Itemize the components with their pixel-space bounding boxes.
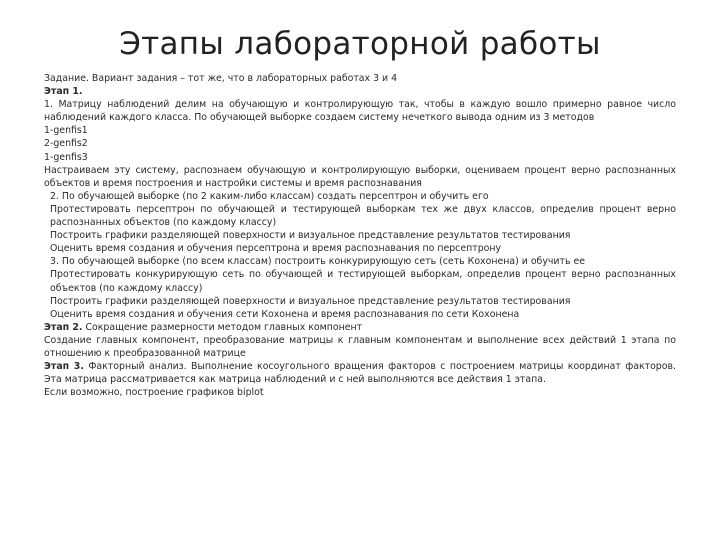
genfis2-option: 2-genfis2 [44, 138, 88, 150]
stage1-heading: Этап 1. [44, 86, 83, 98]
stage3-heading: Этап 3. [44, 361, 84, 373]
biplot-text: Если возможно, построение графиков biplot [44, 387, 264, 399]
eval-perceptron-text: Оценить время создания и обучения персептрона и время распознавания по персептрону [50, 243, 502, 255]
stage3-text: Факторный анализ. Выполнение косоугольного вращения факторов с построением матрицы координат факторов. Эта матрица рассматривается как матрица наблюдений и с ней выполняются все действия 1 этапа. [44, 361, 677, 386]
plot-perceptron-text: Построить графики разделяющей поверхности и визуальное представление результатов тестирования [50, 230, 571, 242]
test-perceptron-text: Протестировать персептрон по обучающей и тестирующей выборкам тех же двух классов, определив процент верно распознанных объектов (по каждому классу) [50, 203, 676, 229]
stage3-line [44, 360, 676, 386]
stage1-item1: 1. Матрицу наблюдений делим на обучающую и контролирующую так, чтобы в каждую вошло примерно равное число наблюдений каждого класса. По обучающей выборке создаем систему нечеткого вывода одним из 3 методов [44, 99, 676, 124]
genfis3-option: 1-genfis3 [44, 151, 88, 163]
stage2-line [44, 321, 676, 334]
test-competitive-text: Протестировать конкурирующую сеть по обучающей и тестирующей выборкам, определив процент верно распознанных объектов (по каждому классу) [50, 269, 676, 294]
genfis1-option: 1-genfis1 [44, 125, 88, 137]
stage2-heading: Этап 2. [44, 321, 83, 333]
slide-title: Этапы лабораторной работы [119, 26, 601, 62]
eval-kohonen-text: Оценить время создания и обучения сети Кохонена и время распознавания по сети Кохонена [50, 308, 520, 320]
stage2-description: Создание главных компонент, преобразование матрицы к главным компонентам и выполнение всех действий 1 этапа по отношению к преобразованной матрице [44, 334, 676, 359]
assignment-text: Задание. Вариант задания – тот же, что в лабораторных работах 3 и 4 [44, 73, 398, 84]
plot-competitive-text: Построить графики разделяющей поверхности и визуальное представление результатов тестирования [50, 295, 571, 307]
stage1-item3: 3. По обучающей выборке (по всем классам) построить конкурирующую сеть (сеть Кохонена) и обучить ее [50, 256, 586, 268]
stage2-title: Сокращение размерности методом главных компонент [82, 321, 363, 333]
stage1-item2: 2. По обучающей выборке (по 2 каким-либо классам) создать персептрон и обучить его [50, 190, 489, 202]
tune-system-text: Настраиваем эту систему, распознаем обучающую и контролирующую выборки, оцениваем процент верно распознанных объектов и время построения и настройки системы и время распознавания [44, 164, 676, 189]
slide-body [44, 72, 676, 399]
